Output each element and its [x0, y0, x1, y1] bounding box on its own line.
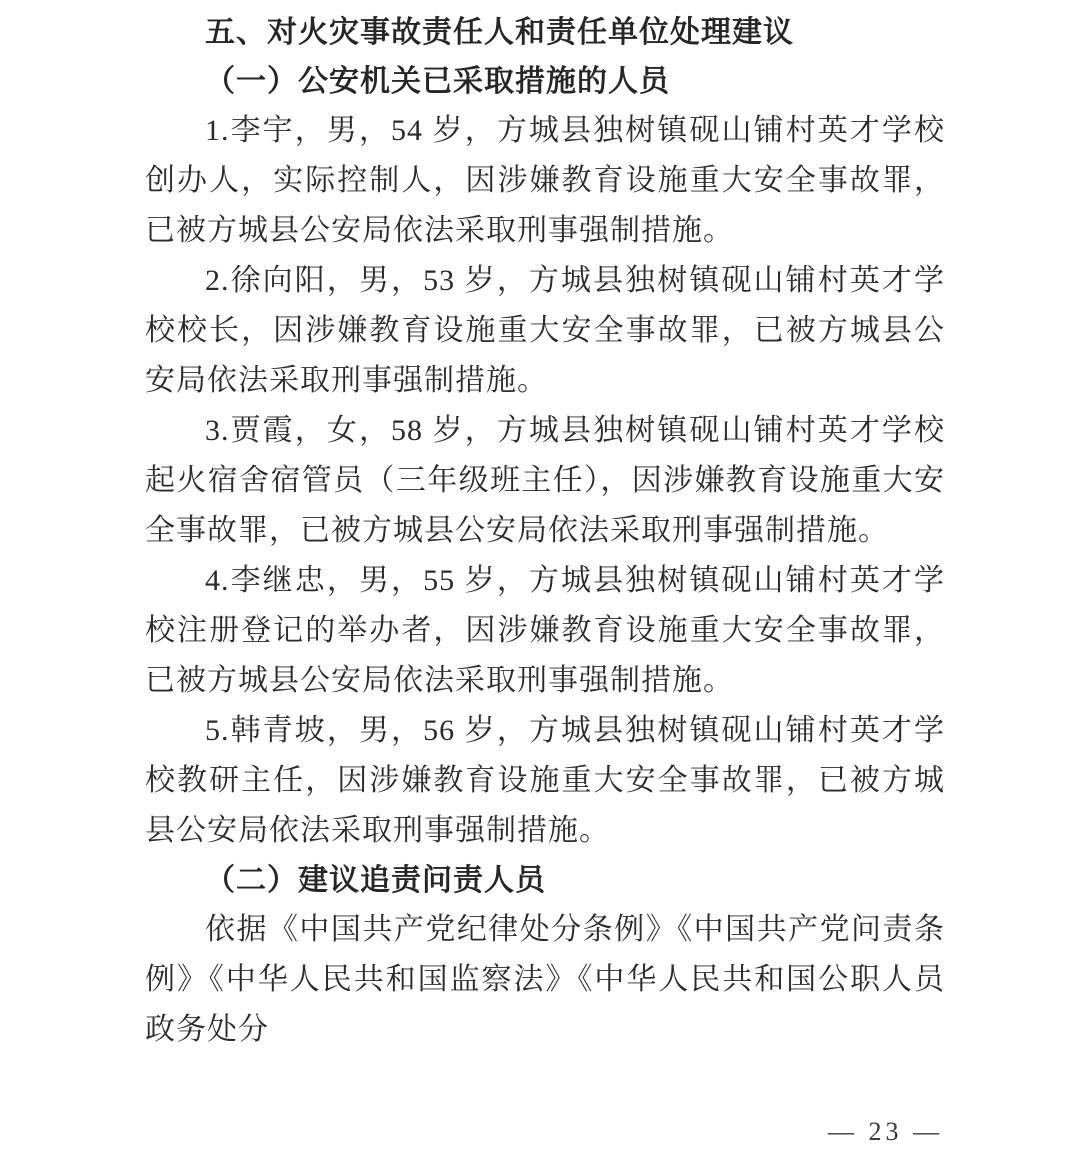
paragraph-legal-basis: 依据《中国共产党纪律处分条例》《中国共产党问责条例》《中华人民共和国监察法》《中华人民共和国公职人员政务处分 — [145, 913, 945, 1046]
page-number: — 23 — — [828, 1117, 943, 1146]
subsection-1-heading: （一）公安机关已采取措施的人员 — [205, 65, 670, 98]
paragraph-person-4: 4.李继忠，男，55 岁，方城县独树镇砚山铺村英才学校注册登记的举办者，因涉嫌教育设施重大安全事故罪，已被方城县公安局依法采取刑事强制措施。 — [145, 564, 945, 697]
document-page — [145, 8, 945, 1055]
paragraph-person-1: 1.李宇，男，54 岁，方城县独树镇砚山铺村英才学校创办人，实际控制人，因涉嫌教育设施重大安全事故罪，已被方城县公安局依法采取刑事强制措施。 — [145, 114, 945, 247]
section-heading: 五、对火灾事故责任人和责任单位处理建议 — [205, 16, 794, 49]
paragraph-person-2: 2.徐向阳，男，53 岁，方城县独树镇砚山铺村英才学校校长，因涉嫌教育设施重大安全事故罪，已被方城县公安局依法采取刑事强制措施。 — [145, 264, 945, 397]
paragraph-person-3: 3.贾霞，女，58 岁，方城县独树镇砚山铺村英才学校起火宿舍宿管员（三年级班主任），因涉嫌教育设施重大安全事故罪，已被方城县公安局依法采取刑事强制措施。 — [145, 414, 945, 547]
paragraph-person-5: 5.韩青坡，男，56 岁，方城县独树镇砚山铺村英才学校教研主任，因涉嫌教育设施重大安全事故罪，已被方城县公安局依法采取刑事强制措施。 — [145, 714, 945, 847]
subsection-2-heading: （二）建议追责问责人员 — [205, 864, 546, 897]
